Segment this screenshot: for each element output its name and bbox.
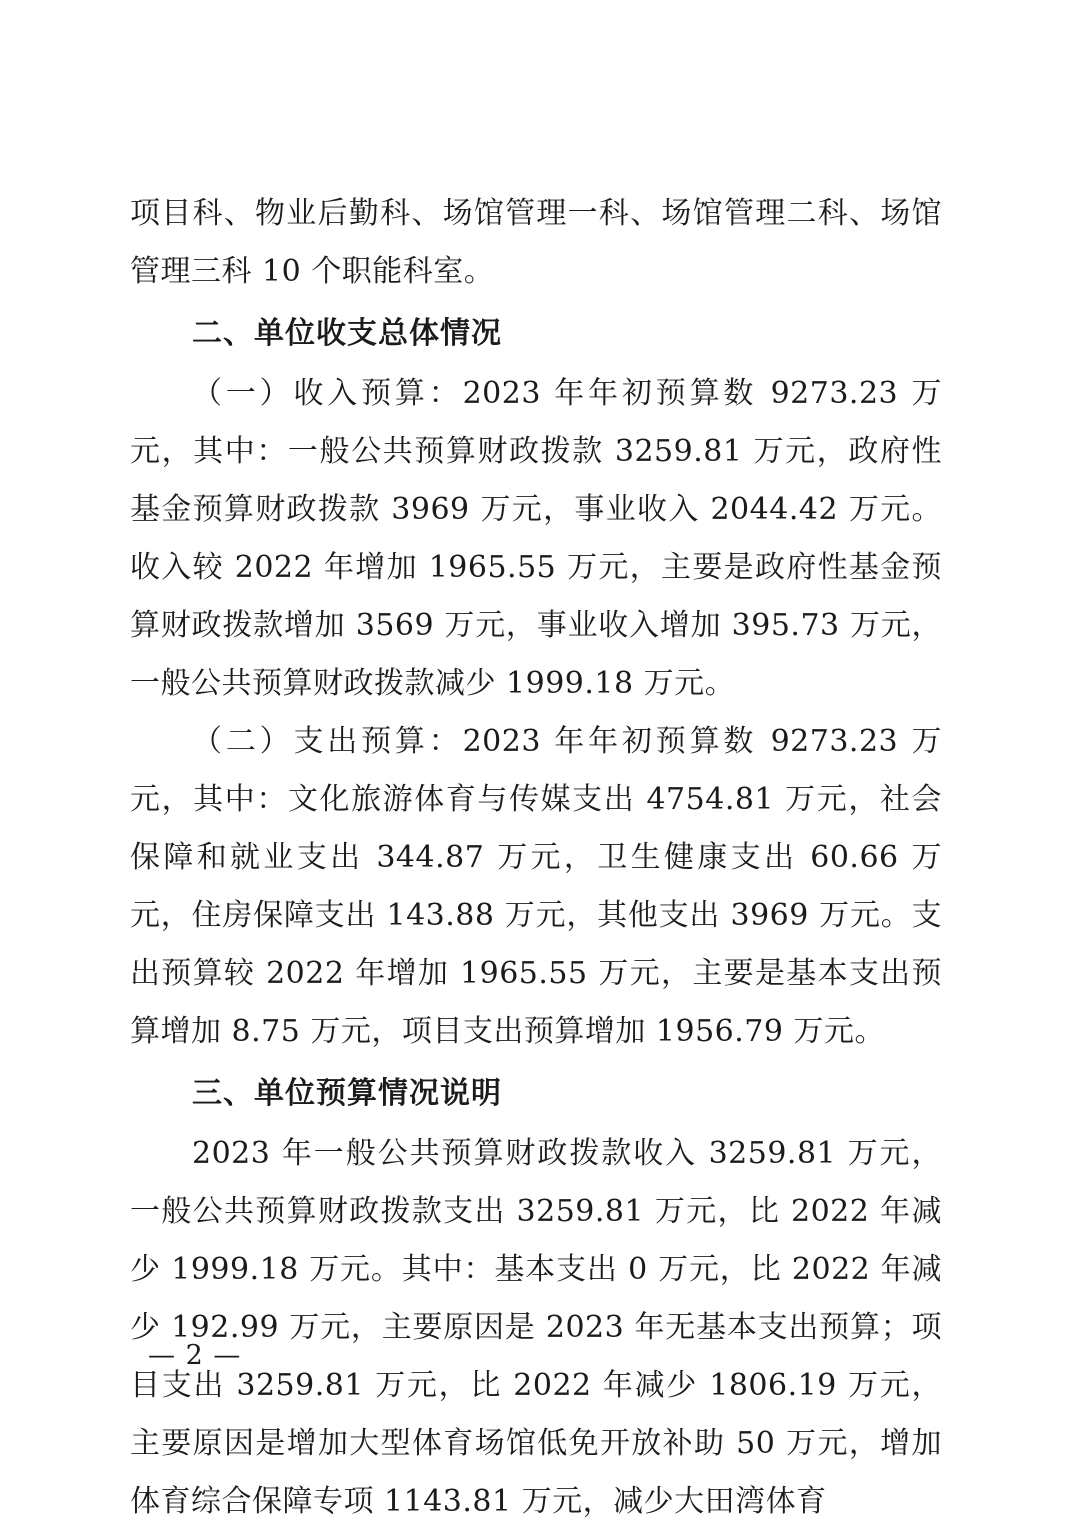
paragraph-departments: 项目科、物业后勤科、场馆管理一科、场馆管理二科、场馆管理三科 10 个职能科室。 bbox=[130, 196, 942, 289]
section-heading-three: 三、单位预算情况说明 bbox=[192, 1076, 502, 1111]
page-number: — 2 — bbox=[148, 1340, 242, 1371]
section-heading-two: 二、单位收支总体情况 bbox=[192, 316, 502, 351]
paragraph-budget-explanation: 2023 年一般公共预算财政拨款收入 3259.81 万元，一般公共预算财政拨款支出 3259.81 万元，比 2022 年减少 1999.18 万元。其中：基本支出 0 万元，比 2022 年减少 192.99 万元，主要原因是 2023 年无基本支出预算；项目支出 3259.81 万元，比 2022 年减少 1806.19 万元，主要原因是增加大型体育场馆低免开放补助 50 万元，增加体育综合保障专项 1143.81 万元，减少大田湾体育 bbox=[130, 1136, 942, 1519]
paragraph-expenditure-budget: （二）支出预算：2023 年年初预算数 9273.23 万元，其中：文化旅游体育与传媒支出 4754.81 万元，社会保障和就业支出 344.87 万元，卫生健康支出 60.66 万元，住房保障支出 143.88 万元，其他支出 3969 万元。支出预算较 2022 年增加 1965.55 万元，主要是基本支出预算增加 8.75 万元，项目支出预算增加 1956.79 万元。 bbox=[130, 724, 942, 1049]
paragraph-income-budget: （一）收入预算：2023 年年初预算数 9273.23 万元，其中：一般公共预算财政拨款 3259.81 万元，政府性基金预算财政拨款 3969 万元，事业收入 2044.42 万元。收入较 2022 年增加 1965.55 万元，主要是政府性基金预算财政拨款增加 3569 万元，事业收入增加 395.73 万元，一般公共预算财政拨款减少 1999.18 万元。 bbox=[130, 376, 942, 701]
document-body bbox=[130, 185, 942, 1520]
